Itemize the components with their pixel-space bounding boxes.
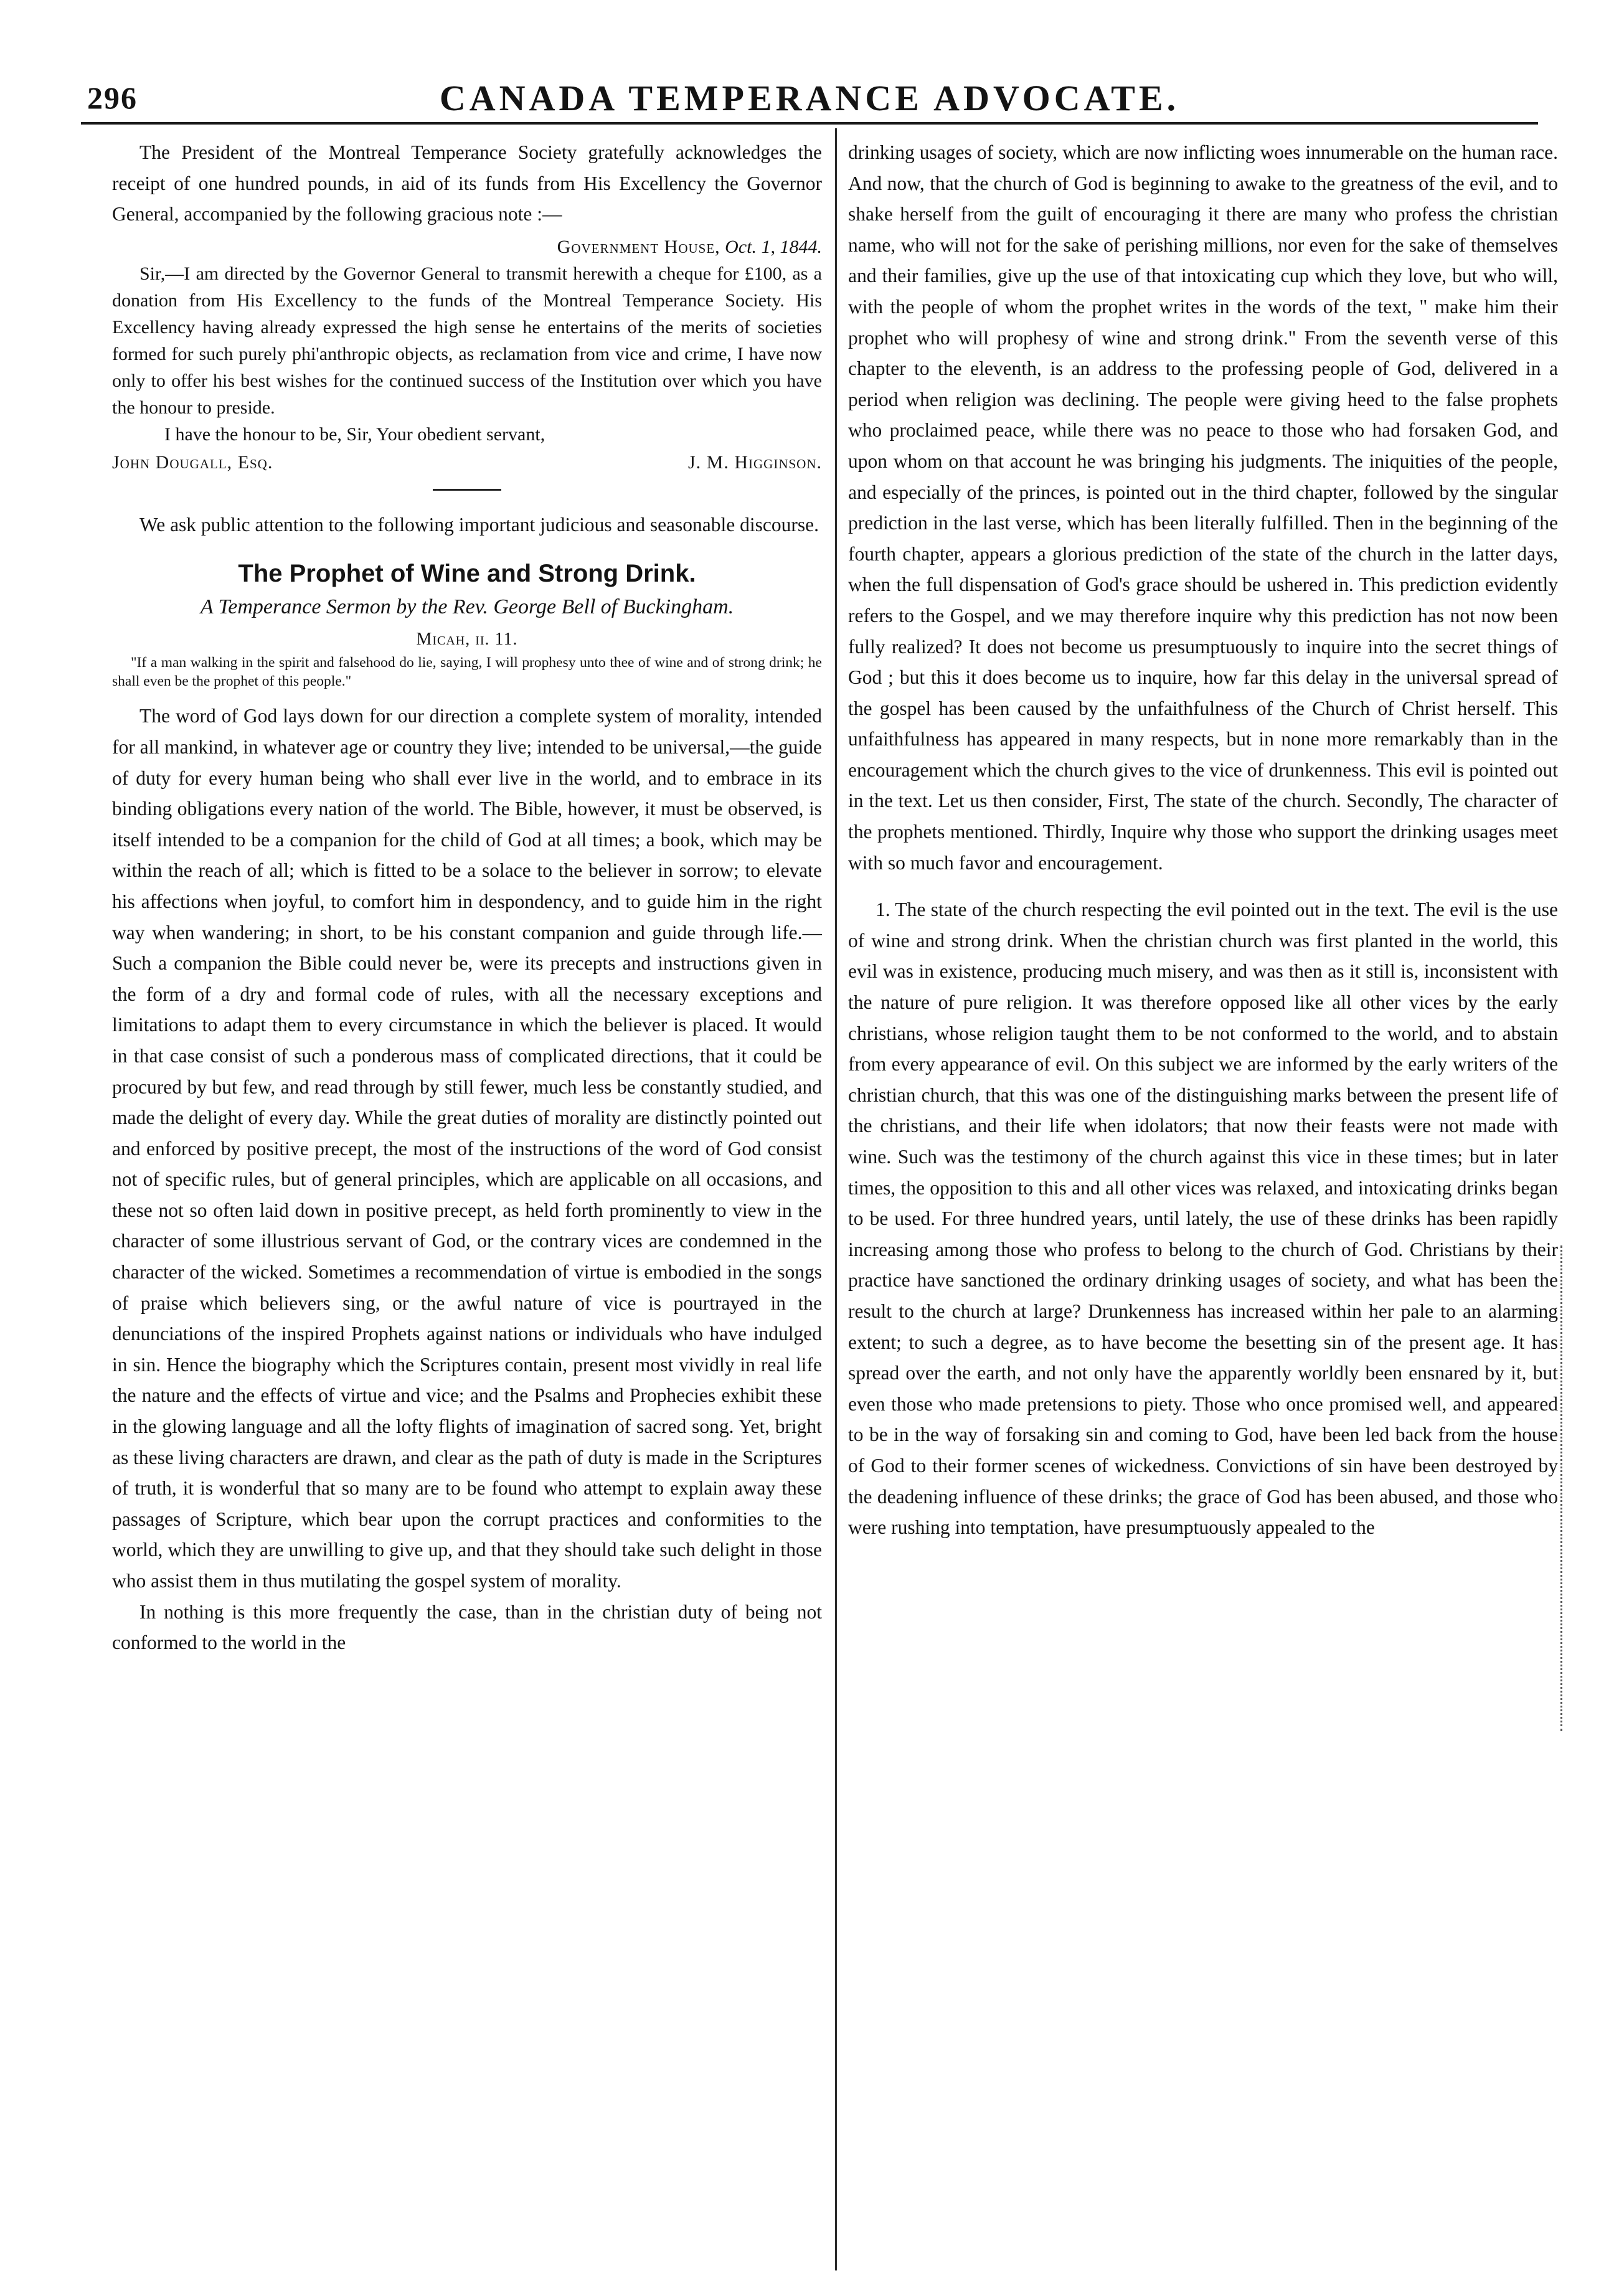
scripture-quote: "If a man walking in the spirit and falsehood do lie, saying, I will prophesy unto thee of wine and of strong drink; he shall even be the prophet of this people." <box>112 654 822 690</box>
sermon-paragraph-2-continued: drinking usages of society, which are now inflicting woes innumerable on the human race. And now, that the church of God is beginning to awake to the greatness of the evil, and to shake herself from the guilt of encouraging it there are many who profess the christian name, who will not for the sake of perishing millions, nor even for the sake of themselves and their families, give up the use of that intoxicating cup which they love, but who will, with the people of whom the prophet writes in the words of the text, " make him their prophet who will prophesy of wine and strong drink." From the seventh verse of this chapter to the eleventh, is an address to the professing people of God, delivered in a period when religion was declining. The people were giving heed to the false prophets who proclaimed peace, while there was no peace to those who had forsaken God, and upon whom on that account he was bringing his judgments. The iniquities of the people, and especially of the princes, is pointed out in the third chapter, followed by the singular prediction in the last verse, which has been literally fulfilled. Then in the beginning of the fourth chapter, appears a glorious prediction of the state of the church in the latter days, when the full dispensation of God's grace should be ushered in. This prediction evidently refers to the Gospel, and we may therefore inquire why this prediction has not now been fully realized? It does not become us presumptuously to inquire into the secret things of God ; but this it does become us to inquire, how far this delay in the universal spread of the gospel has been caused by the unfaithfulness of the Church of Christ herself. This unfaithfulness has appeared in many respects, but in none more remarkably than in the encouragement which the church gives to the vice of drunkenness. This evil is pointed out in the text. Let us then consider, First, The state of the church. Secondly, The character of the prophets mentioned. Thirdly, Inquire why those who support the drinking usages meet with so much favor and encouragement. <box>848 141 1558 874</box>
letter-dateline <box>112 234 822 260</box>
sermon-title: The Prophet of Wine and Strong Drink. <box>238 560 696 588</box>
sermon-subtitle: A Temperance Sermon by the Rev. George Bell of Buckingham. <box>200 595 734 619</box>
column-divider <box>835 128 837 2270</box>
intro-paragraph: The President of the Montreal Temperance Society gratefully acknowledges the receipt of one hundred pounds, in aid of its funds from His Excellency the Governor General, accompanied by the following gracious note :— <box>112 141 822 225</box>
running-head: CANADA TEMPERANCE ADVOCATE. <box>439 78 1180 118</box>
letter-closing: I have the honour to be, Sir, Your obedient servant, <box>164 423 545 445</box>
header-rule <box>81 122 1538 125</box>
page-number: 296 <box>87 80 138 115</box>
letter-date: Oct. 1, 1844. <box>725 236 822 257</box>
letter-recipient: John Dougall, Esq. <box>112 451 273 473</box>
scripture-reference: Micah, ii. 11. <box>416 630 518 650</box>
sermon-paragraph-3: 1. The state of the church respecting the evil pointed out in the text. The evil is the use of wine and strong drink. When the christian church was first planted in the world, this evil was in existence, producing much misery, and was then as it still is, inconsistent with the nature of pure religion. It was therefore opposed like all other vices by the early christians, whose religion taught them to be not conformed to the world, and to abstain from every appearance of evil. On this subject we are informed by the early writers of the christian church, that this was one of the distinguishing marks between the present life of the christians, and their life when idolators; that now their feasts were not made with wine. Such was the testimony of the church against this vice in these times; but in later times, the opposition to this and all other vices was relaxed, and intoxicating drinks began to be used. For three hundred years, until lately, the use of these drinks has been rapidly increasing among those who profess to belong to the church of God. Christians by their practice have sanctioned the ordinary drinking usages of society, and what has been the result to the church at large? Drunkenness has increased within her pale to an alarming extent; to such a degree, as to have become the besetting sin of the present age. It has spread over the earth, and not only have the apparently worldly been ensnared by it, but even those who made pretensions to piety. Those who once promised well, and appeared to be in the way of forsaking sin and coming to God, have been led back from the house of God to their former scenes of wickedness. Convictions of sin have been destroyed by the deadening influence of these drinks; the grace of God has been abused, and those who were rushing into temptation, have presumptuously appealed to the <box>848 899 1558 1539</box>
letter-signature-line <box>112 450 822 475</box>
sermon-paragraph-1: The word of God lays down for our direction a complete system of morality, intended for all mankind, in whatever age or country they live; intended to be universal,—the guide of duty for every human being who shall ever live in the world, and to embrace in its binding obligations every nation of the world. The Bible, however, it must be observed, is itself intended to be a companion for the child of God at all times; a book, which may be within the reach of all; which is fitted to be a solace to the believer in sorrow; to elevate his affections when joyful, to comfort him in despondency, and to guide him in the right way when wandering; in short, to be his constant companion and guide through life.— Such a companion the Bible could never be, were its precepts and instructions given in the form of a dry and formal code of rules, with all the necessary exceptions and limitations to adapt them to every circumstance in which the believer is placed. It would in that case consist of such a ponderous mass of complicated directions, that it could be procured by but few, and read through by still fewer, much less be constantly studied, and made the delight of every day. While the great duties of morality are distinctly pointed out and enforced by positive precept, the most of the instructions of the word of God consist not of specific rules, but of general principles, which are applicable on all occasions, and these not so often laid down in positive precept, as held forth prominently to view in the character of some illustrious servant of God, or the contrary vices are condemned in the character of the wicked. Sometimes a recommendation of virtue is embodied in the songs of praise which believers sing, or the awful nature of vice is pourtrayed in the denunciations of the inspired Prophets against nations or individuals who have indulged in sin. Hence the biography which the Scriptures contain, present most vividly in real life the nature and the effects of virtue and vice; and the Psalms and Prophecies exhibit these in the glowing language and all the lofty flights of imagination of sacred song. Yet, bright as these living characters are drawn, and clear as the path of duty is made in the Scriptures of truth, it is wonderful that so many are to be found who attempt to explain away these passages of Scripture, which bear upon the corrupt practices and conformities to the world, which they are unwilling to give up, and that they should take such delight in those who assist them in thus mutilating the gospel system of morality. <box>112 705 822 1592</box>
letter-date-place: Government House, <box>557 236 720 257</box>
sermon-paragraph-2-start: In nothing is this more frequently the case, than in the christian duty of being not conformed to the world in the <box>112 1600 822 1654</box>
attention-note: We ask public attention to the following important judicious and seasonable discourse. <box>139 513 819 536</box>
letter-body: Sir,—I am directed by the Governor General to transmit herewith a cheque for £100, as a donation from His Excellency to the funds of the Montreal Temperance Society. His Excellency having already expressed the high sense he entertains of the merits of societies formed for such purely phi'anthropic objects, as reclamation from vice and crime, I have now only to offer his best wishes for the continued success of the Institution over which you have the honour to preside. <box>112 263 822 418</box>
left-column <box>112 137 822 2267</box>
section-separator <box>433 489 501 491</box>
page-header <box>81 73 1538 123</box>
margin-mark <box>1560 1245 1562 1731</box>
letter-signatory: J. M. Higginson. <box>687 451 822 473</box>
right-column <box>848 137 1558 2267</box>
